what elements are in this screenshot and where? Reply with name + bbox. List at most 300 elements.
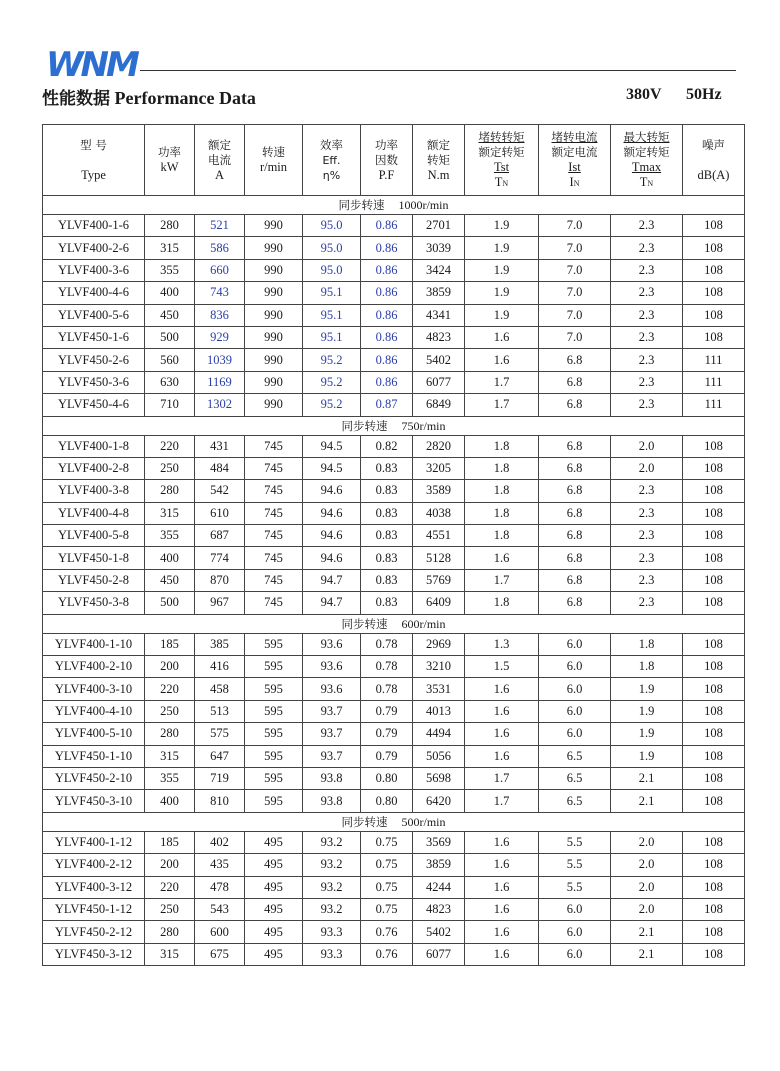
cell-type: YLVF400-4-8 [43,502,145,524]
cell-pf: 0.82 [361,435,413,457]
group-label: 同步转速 [338,198,385,212]
cell-pf: 0.75 [361,876,413,898]
cell-pf: 0.86 [361,237,413,259]
cell-power: 315 [145,943,195,965]
cell-tst-ratio: 1.6 [465,854,539,876]
table-row [43,898,745,920]
cell-tst-ratio: 1.8 [465,502,539,524]
cell-tmax-ratio: 2.1 [611,767,683,789]
group-header-cell [43,196,745,215]
cell-ist-ratio: 6.0 [539,723,611,745]
cell-tst-ratio: 1.7 [465,371,539,393]
cell-tst-ratio: 1.8 [465,457,539,479]
cell-pf: 0.75 [361,898,413,920]
cell-eff: 94.5 [303,435,361,457]
col-current: 额定 电流 A [195,125,245,196]
cell-power: 355 [145,525,195,547]
cell-current: 660 [195,259,245,281]
cell-pf: 0.83 [361,502,413,524]
table-row [43,723,745,745]
cell-current: 810 [195,790,245,812]
cell-current: 542 [195,480,245,502]
cell-type: YLVF400-3-8 [43,480,145,502]
group-speed: 600r/min [401,616,446,631]
col-pf: 功率 因数 P.F [361,125,413,196]
cell-power: 630 [145,371,195,393]
cell-torque: 5698 [413,767,465,789]
cell-eff: 94.6 [303,525,361,547]
cell-speed: 745 [245,525,303,547]
group-speed: 1000r/min [398,198,449,212]
cell-power: 200 [145,656,195,678]
col-eff: 效率 Eff. η% [303,125,361,196]
cell-noise: 108 [683,943,745,965]
cell-torque: 4823 [413,326,465,348]
cell-torque: 3205 [413,457,465,479]
cell-tst-ratio: 1.9 [465,215,539,237]
cell-pf: 0.83 [361,457,413,479]
cell-current: 929 [195,326,245,348]
cell-speed: 745 [245,435,303,457]
cell-noise: 108 [683,745,745,767]
cell-ist-ratio: 6.0 [539,633,611,655]
cell-torque: 5769 [413,569,465,591]
col-power: 功率 kW [145,125,195,196]
table-row [43,525,745,547]
cell-tst-ratio: 1.8 [465,525,539,547]
cell-tmax-ratio: 2.0 [611,898,683,920]
cell-ist-ratio: 6.8 [539,371,611,393]
cell-current: 836 [195,304,245,326]
cell-ist-ratio: 6.8 [539,592,611,614]
cell-tst-ratio: 1.7 [465,394,539,416]
cell-pf: 0.78 [361,656,413,678]
cell-pf: 0.80 [361,790,413,812]
col-speed: 转速 r/min [245,125,303,196]
cell-ist-ratio: 6.0 [539,678,611,700]
cell-current: 402 [195,831,245,853]
cell-eff: 93.2 [303,898,361,920]
cell-tst-ratio: 1.6 [465,678,539,700]
table-row [43,921,745,943]
cell-noise: 108 [683,854,745,876]
cell-power: 710 [145,394,195,416]
cell-ist-ratio: 7.0 [539,282,611,304]
cell-eff: 94.6 [303,502,361,524]
cell-pf: 0.75 [361,854,413,876]
cell-tmax-ratio: 2.0 [611,854,683,876]
cell-speed: 595 [245,678,303,700]
cell-speed: 595 [245,656,303,678]
table-row [43,700,745,722]
table-row [43,547,745,569]
table-row [43,282,745,304]
table-row [43,876,745,898]
table-row [43,259,745,281]
cell-torque: 3210 [413,656,465,678]
table-row [43,633,745,655]
cell-noise: 108 [683,435,745,457]
cell-tmax-ratio: 1.8 [611,633,683,655]
cell-tmax-ratio: 1.9 [611,678,683,700]
cell-torque: 3859 [413,282,465,304]
cell-tmax-ratio: 2.3 [611,569,683,591]
cell-type: YLVF450-1-12 [43,898,145,920]
cell-pf: 0.83 [361,592,413,614]
cell-eff: 95.2 [303,349,361,371]
cell-speed: 495 [245,921,303,943]
cell-noise: 111 [683,371,745,393]
cell-current: 1302 [195,394,245,416]
cell-noise: 108 [683,304,745,326]
cell-pf: 0.76 [361,921,413,943]
cell-type: YLVF400-2-12 [43,854,145,876]
cell-speed: 990 [245,349,303,371]
cell-power: 250 [145,457,195,479]
brand-logo [46,44,144,82]
cell-pf: 0.76 [361,943,413,965]
cell-tst-ratio: 1.7 [465,569,539,591]
cell-power: 400 [145,790,195,812]
cell-eff: 93.8 [303,767,361,789]
cell-noise: 108 [683,525,745,547]
cell-ist-ratio: 5.5 [539,876,611,898]
cell-ist-ratio: 6.5 [539,790,611,812]
cell-pf: 0.83 [361,547,413,569]
group-label: 同步转速 [341,616,388,631]
cell-noise: 108 [683,215,745,237]
table-row [43,569,745,591]
cell-eff: 94.7 [303,592,361,614]
cell-ist-ratio: 7.0 [539,237,611,259]
cell-pf: 0.79 [361,700,413,722]
cell-eff: 95.2 [303,371,361,393]
cell-noise: 111 [683,394,745,416]
cell-noise: 108 [683,898,745,920]
cell-ist-ratio: 6.0 [539,921,611,943]
cell-noise: 108 [683,237,745,259]
cell-speed: 990 [245,371,303,393]
cell-tmax-ratio: 2.1 [611,943,683,965]
col-tst-ratio: 堵转转矩 额定转矩 Tst TN [465,125,539,196]
table-row [43,592,745,614]
cell-power: 500 [145,326,195,348]
page-title-cn: 性能数据 [42,89,110,109]
table-row [43,349,745,371]
table-row [43,435,745,457]
cell-eff: 94.5 [303,457,361,479]
cell-tst-ratio: 1.6 [465,898,539,920]
cell-noise: 108 [683,790,745,812]
cell-torque: 3589 [413,480,465,502]
table-row [43,502,745,524]
cell-type: YLVF400-1-6 [43,215,145,237]
cell-type: YLVF450-2-8 [43,569,145,591]
cell-power: 355 [145,767,195,789]
cell-tmax-ratio: 2.3 [611,215,683,237]
cell-speed: 990 [245,282,303,304]
cell-torque: 3531 [413,678,465,700]
cell-pf: 0.79 [361,745,413,767]
cell-type: YLVF400-2-6 [43,237,145,259]
cell-noise: 108 [683,326,745,348]
cell-eff: 93.7 [303,723,361,745]
cell-eff: 95.0 [303,215,361,237]
cell-noise: 108 [683,592,745,614]
cell-tmax-ratio: 2.3 [611,349,683,371]
cell-speed: 745 [245,569,303,591]
cell-tst-ratio: 1.6 [465,943,539,965]
cell-power: 450 [145,569,195,591]
cell-noise: 108 [683,569,745,591]
cell-type: YLVF400-5-6 [43,304,145,326]
cell-tst-ratio: 1.9 [465,259,539,281]
cell-tmax-ratio: 2.3 [611,371,683,393]
cell-eff: 95.1 [303,282,361,304]
cell-tmax-ratio: 2.3 [611,525,683,547]
frequency-label: 50Hz [686,86,722,103]
cell-power: 280 [145,480,195,502]
cell-current: 513 [195,700,245,722]
cell-pf: 0.83 [361,525,413,547]
cell-torque: 6420 [413,790,465,812]
cell-tmax-ratio: 2.0 [611,457,683,479]
cell-noise: 108 [683,259,745,281]
cell-tst-ratio: 1.8 [465,435,539,457]
cell-tmax-ratio: 2.0 [611,831,683,853]
cell-tmax-ratio: 2.3 [611,547,683,569]
cell-eff: 93.2 [303,854,361,876]
col-type: 型 号 Type [43,125,145,196]
cell-noise: 108 [683,831,745,853]
cell-type: YLVF450-2-12 [43,921,145,943]
cell-noise: 108 [683,921,745,943]
cell-ist-ratio: 7.0 [539,326,611,348]
cell-power: 315 [145,502,195,524]
cell-noise: 108 [683,480,745,502]
cell-eff: 93.3 [303,921,361,943]
cell-type: YLVF450-3-12 [43,943,145,965]
cell-noise: 108 [683,656,745,678]
cell-type: YLVF400-3-12 [43,876,145,898]
col-noise: 噪声 dB(A) [683,125,745,196]
cell-speed: 990 [245,326,303,348]
cell-tst-ratio: 1.7 [465,790,539,812]
group-header-row [43,196,745,215]
cell-tmax-ratio: 2.3 [611,259,683,281]
cell-power: 450 [145,304,195,326]
col-tmax-ratio: 最大转矩 额定转矩 Tmax TN [611,125,683,196]
group-header-row [43,614,745,633]
cell-eff: 95.2 [303,394,361,416]
cell-pf: 0.79 [361,723,413,745]
cell-pf: 0.86 [361,326,413,348]
cell-power: 560 [145,349,195,371]
cell-noise: 108 [683,723,745,745]
cell-pf: 0.86 [361,259,413,281]
cell-noise: 108 [683,282,745,304]
cell-noise: 108 [683,502,745,524]
cell-current: 675 [195,943,245,965]
cell-current: 458 [195,678,245,700]
cell-type: YLVF450-3-10 [43,790,145,812]
cell-torque: 2701 [413,215,465,237]
cell-pf: 0.78 [361,633,413,655]
cell-tst-ratio: 1.7 [465,767,539,789]
cell-speed: 745 [245,480,303,502]
cell-ist-ratio: 6.0 [539,700,611,722]
table-row [43,767,745,789]
cell-type: YLVF450-2-6 [43,349,145,371]
cell-power: 355 [145,259,195,281]
cell-speed: 495 [245,898,303,920]
cell-type: YLVF450-2-10 [43,767,145,789]
cell-pf: 0.75 [361,831,413,853]
cell-type: YLVF400-4-6 [43,282,145,304]
cell-torque: 3859 [413,854,465,876]
cell-current: 543 [195,898,245,920]
cell-current: 610 [195,502,245,524]
cell-power: 220 [145,678,195,700]
cell-tmax-ratio: 1.8 [611,656,683,678]
cell-current: 967 [195,592,245,614]
table-row [43,326,745,348]
cell-eff: 94.6 [303,480,361,502]
voltage-label: 380V [626,86,662,103]
cell-eff: 95.1 [303,326,361,348]
cell-pf: 0.83 [361,480,413,502]
group-header-cell [43,812,745,831]
cell-speed: 745 [245,502,303,524]
cell-eff: 93.7 [303,745,361,767]
cell-torque: 5056 [413,745,465,767]
cell-pf: 0.87 [361,394,413,416]
cell-current: 521 [195,215,245,237]
cell-torque: 6077 [413,371,465,393]
cell-torque: 4494 [413,723,465,745]
group-label: 同步转速 [341,418,388,433]
cell-tst-ratio: 1.6 [465,831,539,853]
cell-current: 719 [195,767,245,789]
cell-eff: 93.8 [303,790,361,812]
brand-logo-text: WNM [46,45,137,82]
cell-speed: 495 [245,854,303,876]
table-row [43,831,745,853]
cell-torque: 6077 [413,943,465,965]
group-header-row [43,812,745,831]
cell-ist-ratio: 7.0 [539,259,611,281]
cell-ist-ratio: 6.8 [539,457,611,479]
cell-eff: 95.1 [303,304,361,326]
cell-eff: 93.6 [303,678,361,700]
cell-eff: 93.2 [303,831,361,853]
cell-speed: 595 [245,723,303,745]
cell-torque: 3039 [413,237,465,259]
cell-pf: 0.86 [361,371,413,393]
cell-type: YLVF400-5-8 [43,525,145,547]
cell-speed: 595 [245,700,303,722]
cell-power: 280 [145,921,195,943]
cell-tmax-ratio: 2.3 [611,480,683,502]
cell-type: YLVF400-1-8 [43,435,145,457]
cell-noise: 108 [683,678,745,700]
cell-torque: 3424 [413,259,465,281]
cell-speed: 990 [245,259,303,281]
cell-tmax-ratio: 2.0 [611,435,683,457]
cell-current: 647 [195,745,245,767]
cell-pf: 0.86 [361,215,413,237]
cell-tst-ratio: 1.6 [465,349,539,371]
cell-type: YLVF400-3-6 [43,259,145,281]
cell-tst-ratio: 1.5 [465,656,539,678]
page-title-en: Performance Data [114,88,256,108]
cell-type: YLVF400-2-8 [43,457,145,479]
cell-tst-ratio: 1.6 [465,745,539,767]
cell-power: 220 [145,876,195,898]
cell-pf: 0.78 [361,678,413,700]
cell-type: YLVF400-1-10 [43,633,145,655]
cell-ist-ratio: 6.8 [539,480,611,502]
table-header-row [43,125,745,196]
cell-eff: 95.0 [303,237,361,259]
table-row [43,457,745,479]
cell-current: 1039 [195,349,245,371]
cell-tmax-ratio: 2.3 [611,326,683,348]
cell-torque: 3569 [413,831,465,853]
cell-type: YLVF450-3-8 [43,592,145,614]
cell-speed: 595 [245,767,303,789]
group-header-cell [43,416,745,435]
cell-noise: 108 [683,547,745,569]
cell-torque: 6409 [413,592,465,614]
cell-current: 870 [195,569,245,591]
table-row [43,854,745,876]
cell-current: 435 [195,854,245,876]
cell-tmax-ratio: 2.3 [611,237,683,259]
cell-torque: 6849 [413,394,465,416]
cell-tst-ratio: 1.9 [465,237,539,259]
table-row [43,304,745,326]
cell-tmax-ratio: 1.9 [611,723,683,745]
cell-torque: 2820 [413,435,465,457]
cell-ist-ratio: 6.5 [539,767,611,789]
cell-torque: 2969 [413,633,465,655]
cell-speed: 495 [245,831,303,853]
group-header-cell [43,614,745,633]
cell-torque: 5402 [413,349,465,371]
cell-power: 200 [145,854,195,876]
cell-speed: 990 [245,237,303,259]
cell-power: 400 [145,282,195,304]
table-body [43,196,745,966]
cell-power: 500 [145,592,195,614]
cell-tst-ratio: 1.6 [465,700,539,722]
cell-power: 250 [145,898,195,920]
cell-current: 774 [195,547,245,569]
cell-current: 586 [195,237,245,259]
cell-ist-ratio: 6.5 [539,745,611,767]
table-row [43,656,745,678]
cell-speed: 990 [245,215,303,237]
cell-tmax-ratio: 2.3 [611,592,683,614]
cell-tst-ratio: 1.3 [465,633,539,655]
cell-noise: 108 [683,457,745,479]
table-row [43,394,745,416]
cell-ist-ratio: 6.8 [539,502,611,524]
header-divider [140,70,736,71]
cell-tst-ratio: 1.6 [465,547,539,569]
table-row [43,371,745,393]
